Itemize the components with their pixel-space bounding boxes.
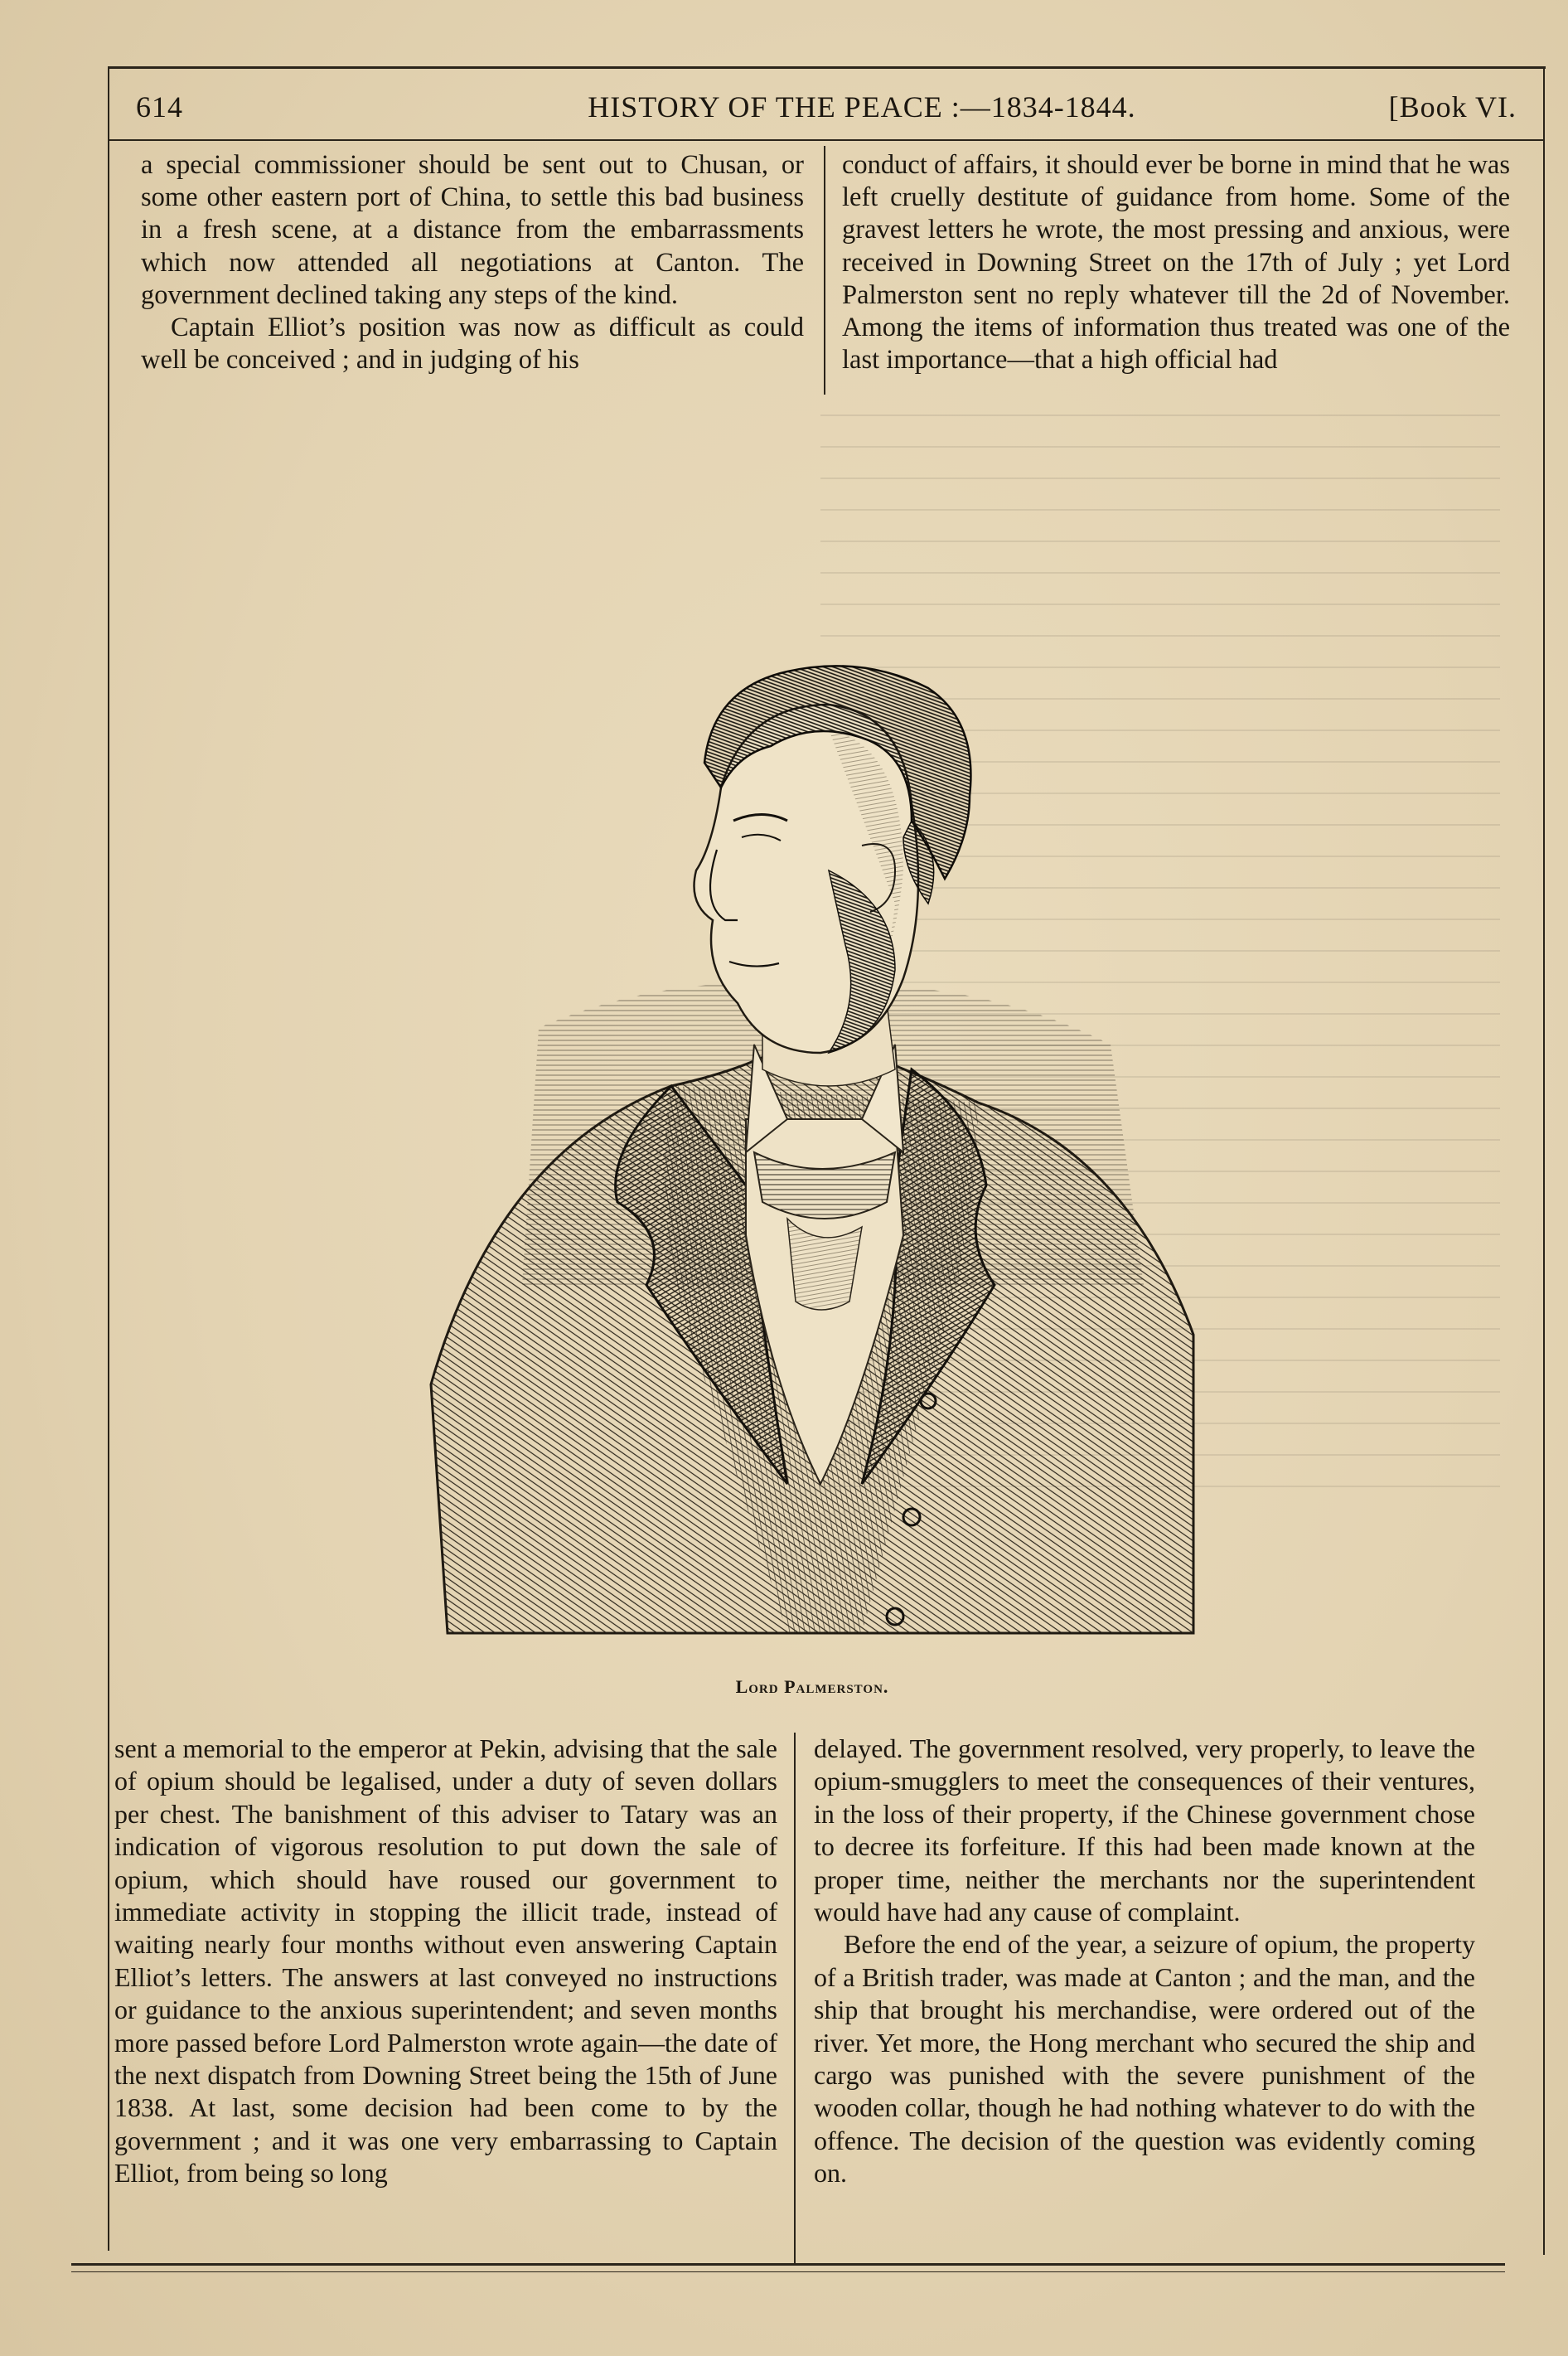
paragraph: Before the end of the year, a seizure of opium, the property of a British trader, was made at Canton ; and the man, and the ship that brought his merchandise, were ordered out of the river. Yet more, the Hong merchant who secured the ship and cargo was punished with the severe punishment of the wooden collar, though he had nothing whatever to do with the offence. The decision of the question was evidently coming on.	[814, 1929, 1475, 2189]
top-right-column	[842, 149, 1510, 376]
running-title: HISTORY OF THE PEACE :—1834-1844.	[588, 90, 1136, 124]
frame-bottom-rule	[71, 2263, 1505, 2266]
paragraph: a special commissioner should be sent out to Chusan, or some other eastern port of China, to settle this bad business in a fresh scene, at a distance from the embarrassments which now attended all negotiations at Canton. The government declined taking any steps of the kind.	[141, 150, 804, 310]
caption-text: Lord Palmerston.	[735, 1676, 889, 1697]
paragraph: conduct of affairs, it should ever be borne in mind that he was left cruelly destitute of guidance from home. Some of the gravest letters he wrote, the most pressing and anxious, were received in Downing Street on the 17th of July ; yet Lord Palmerston sent no reply whatever till the 2d of November. Among the items of information thus treated was one of the last importance—that a high official had	[842, 150, 1510, 376]
frame-bottom-rule-thin	[71, 2271, 1505, 2272]
frame-top-rule	[108, 66, 1546, 69]
book-label: [Book VI.	[1388, 90, 1517, 124]
portrait-engraving	[398, 655, 1276, 1658]
top-left-column	[141, 149, 804, 376]
bottom-right-column	[814, 1733, 1475, 2190]
frame-left-rule	[108, 66, 109, 2251]
header-rule	[108, 139, 1543, 141]
paragraph: delayed. The government resolved, very properly, to leave the opium-smugglers to meet the consequences of their ventures, in the loss of their property, if the Chinese government chose to decree its forfeiture. If this had been made known at the proper time, neither the merchants nor the superintendent would have had any cause of complaint.	[814, 1733, 1475, 1927]
bottom-left-column	[114, 1733, 777, 2190]
paragraph: sent a memorial to the emperor at Pekin, advising that the sale of opium should be legalised, under a duty of seven dollars per chest. The banishment of this adviser to Tatary was an indication of vigorous resolution to put down the sale of opium, which should have roused our government to immediate activity in stopping the illicit trade, instead of waiting nearly four months without even answering Captain Elliot’s letters. The answers at last conveyed no instructions or guidance to the anxious superintendent; and seven months more passed before Lord Palmerston wrote again—the date of the next dispatch from Downing Street being the 15th of June 1838. At last, some decision had been come to by the government ; and it was one very embarrassing to Captain Elliot, from being so long	[114, 1733, 777, 2189]
page-number: 614	[136, 90, 183, 124]
running-header	[133, 85, 1525, 134]
paragraph: Captain Elliot’s position was now as difficult as could well be conceived ; and in judging of his	[141, 313, 804, 376]
portrait-caption	[663, 1676, 961, 1698]
column-divider-top	[824, 146, 825, 395]
frame-right-rule	[1543, 66, 1545, 2255]
column-divider-bottom	[794, 1733, 796, 2263]
